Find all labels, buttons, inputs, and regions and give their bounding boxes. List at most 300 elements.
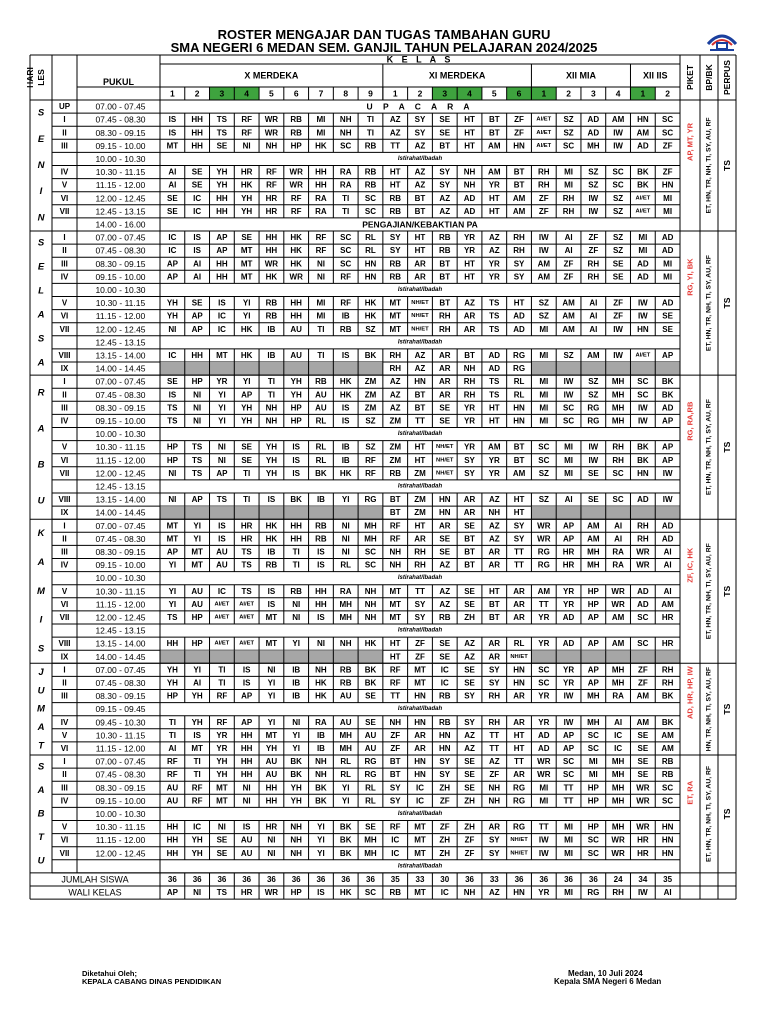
- total-cell: 35: [663, 874, 673, 884]
- schedule-cell: AZ: [389, 390, 401, 400]
- schedule-cell: SE: [612, 272, 624, 282]
- day-letter: M: [37, 703, 45, 715]
- schedule-cell: SY: [488, 665, 500, 675]
- schedule-cell: HP: [587, 796, 599, 806]
- schedule-cell: TI: [218, 678, 226, 688]
- schedule-cell: WR: [537, 534, 551, 544]
- schedule-cell: SZ: [365, 442, 376, 452]
- empty-grey-cell: [606, 506, 631, 519]
- schedule-cell: YR: [488, 468, 500, 478]
- empty-grey-cell: [531, 506, 556, 519]
- class-number: 1: [640, 88, 646, 99]
- schedule-cell: HP: [191, 377, 203, 387]
- day-letter: B: [37, 808, 45, 820]
- schedule-cell: NH: [463, 364, 476, 374]
- schedule-cell: AR: [488, 547, 501, 557]
- schedule-cell: MI: [564, 455, 574, 465]
- break-label: Istirahat/Ibadah: [397, 483, 443, 490]
- schedule-cell: HR: [562, 560, 575, 570]
- les-number: II: [62, 246, 67, 256]
- schedule-cell: ZF: [613, 311, 623, 321]
- schedule-cell: YI: [267, 717, 276, 727]
- schedule-cell: AR: [513, 586, 525, 596]
- class-number: 2: [417, 88, 423, 99]
- les-number: I: [63, 377, 66, 387]
- schedule-cell: IS: [317, 547, 325, 557]
- schedule-cell: MT: [389, 586, 402, 596]
- schedule-cell: IW: [563, 691, 574, 701]
- schedule-cell: YH: [191, 848, 203, 858]
- schedule-cell: MH: [611, 416, 625, 426]
- schedule-cell: YI: [341, 495, 350, 505]
- schedule-cell: SC: [662, 115, 674, 125]
- schedule-cell: YH: [290, 796, 302, 806]
- schedule-cell: MT: [166, 521, 179, 531]
- les-number: VI: [60, 193, 69, 203]
- total-cell: 36: [588, 874, 598, 884]
- schedule-cell: RF: [290, 193, 302, 203]
- schedule-cell: RL: [315, 455, 327, 465]
- schedule-cell: ZM: [389, 442, 402, 452]
- piket-names: AP, MT, YR: [685, 122, 695, 161]
- schedule-cell: SE: [464, 521, 475, 531]
- schedule-cell: IB: [292, 665, 301, 675]
- schedule-cell: HH: [315, 599, 327, 609]
- schedule-cell: ZF: [514, 115, 524, 125]
- time-slot: 13.15 - 14.00: [95, 494, 146, 505]
- schedule-cell: HT: [414, 442, 426, 452]
- time-slot: 12.00 - 12.45: [95, 848, 146, 859]
- les-number: V: [61, 730, 68, 740]
- schedule-cell: SE: [612, 259, 624, 269]
- schedule-cell: SC: [612, 495, 624, 505]
- footer-left: [82, 970, 221, 986]
- schedule-cell: SE: [191, 167, 203, 177]
- total-cell: MI: [564, 888, 574, 898]
- bpbk-names: HN, TR, NH, TI, SY, AU, RF: [705, 666, 713, 752]
- schedule-cell: AI/ET: [239, 614, 255, 621]
- les-number: III: [61, 403, 68, 413]
- total-label: WALI KELAS: [68, 887, 122, 898]
- total-cell: RG: [587, 888, 600, 898]
- schedule-cell: IW: [613, 324, 623, 334]
- time-slot: 09.15 - 10.00: [95, 795, 146, 806]
- schedule-cell: SY: [488, 678, 500, 688]
- schedule-cell: IS: [242, 822, 251, 832]
- schedule-cell: HT: [389, 639, 401, 649]
- schedule-cell: IC: [168, 350, 177, 360]
- schedule-cell: SY: [389, 233, 401, 243]
- schedule-cell: AP: [166, 547, 178, 557]
- schedule-cell: HT: [414, 455, 426, 465]
- schedule-cell: HH: [216, 272, 228, 282]
- schedule-cell: SY: [389, 796, 401, 806]
- les-number: V: [61, 298, 68, 308]
- schedule-cell: SE: [439, 128, 451, 138]
- schedule-cell: MH: [611, 403, 625, 413]
- schedule-cell: SY: [439, 757, 451, 767]
- schedule-cell: NH: [389, 560, 402, 570]
- schedule-cell: TT: [415, 586, 425, 596]
- schedule-cell: RH: [538, 180, 550, 190]
- schedule-cell: RH: [414, 560, 426, 570]
- schedule-cell: IC: [217, 586, 226, 596]
- schedule-cell: IS: [218, 298, 226, 308]
- schedule-cell: SY: [464, 468, 475, 478]
- schedule-cell: TT: [563, 796, 574, 806]
- schedule-cell: HP: [290, 416, 302, 426]
- schedule-cell: RB: [389, 468, 402, 478]
- schedule-cell: AI/ET: [239, 601, 255, 608]
- schedule-cell: MH: [611, 796, 625, 806]
- schedule-cell: AU: [364, 743, 377, 753]
- schedule-cell: IB: [316, 743, 325, 753]
- schedule-cell: TS: [216, 495, 228, 505]
- total-cell: 34: [638, 874, 648, 884]
- schedule-cell: RG: [364, 770, 377, 780]
- time-slot: 11.15 - 12.00: [95, 180, 146, 191]
- schedule-cell: BK: [315, 468, 327, 478]
- schedule-cell: SC: [340, 246, 352, 256]
- schedule-cell: AD: [637, 272, 649, 282]
- schedule-cell: IC: [391, 848, 400, 858]
- schedule-cell: WR: [636, 560, 650, 570]
- schedule-cell: SE: [191, 298, 203, 308]
- schedule-cell: RH: [488, 691, 501, 701]
- schedule-cell: SE: [439, 652, 451, 662]
- footer-office: KEPALA CABANG DINAS PENDIDIKAN: [82, 977, 222, 986]
- schedule-cell: BK: [661, 390, 674, 400]
- schedule-cell: BT: [414, 403, 426, 413]
- schedule-cell: HR: [265, 822, 278, 832]
- schedule-cell: RB: [661, 770, 674, 780]
- schedule-cell: YH: [265, 442, 277, 452]
- schedule-cell: AI/ET: [214, 601, 230, 608]
- day-letter: A: [37, 784, 45, 796]
- schedule-cell: TT: [538, 822, 549, 832]
- schedule-cell: AZ: [389, 115, 401, 125]
- schedule-cell: YH: [166, 298, 178, 308]
- schedule-cell: MT: [240, 259, 253, 269]
- piket-names: AD, HR, HP, IW: [685, 666, 695, 720]
- schedule-cell: SC: [612, 468, 624, 478]
- schedule-cell: SC: [364, 193, 377, 203]
- schedule-cell: IW: [588, 206, 599, 216]
- schedule-cell: IS: [267, 495, 276, 505]
- schedule-cell: HR: [562, 547, 575, 557]
- schedule-cell: AZ: [464, 743, 475, 753]
- schedule-cell: AD: [587, 115, 600, 125]
- schedule-cell: AM: [611, 115, 625, 125]
- schedule-cell: TI: [317, 350, 325, 360]
- schedule-cell: RA: [612, 560, 624, 570]
- schedule-cell: NI: [341, 521, 350, 531]
- schedule-cell: AZ: [439, 599, 451, 609]
- schedule-cell: RF: [340, 272, 352, 282]
- schedule-cell: MH: [587, 547, 600, 557]
- empty-grey-cell: [358, 362, 383, 375]
- schedule-cell: WR: [264, 259, 279, 269]
- schedule-cell: TT: [538, 599, 549, 609]
- schedule-cell: RH: [587, 259, 600, 269]
- schedule-cell: AP: [662, 455, 674, 465]
- schedule-cell: HK: [265, 521, 278, 531]
- schedule-cell: SC: [563, 403, 575, 413]
- schedule-cell: YH: [290, 390, 302, 400]
- schedule-cell: AZ: [488, 534, 500, 544]
- schedule-cell: RB: [315, 534, 327, 544]
- schedule-cell: AR: [438, 364, 451, 374]
- les-number: II: [62, 770, 67, 780]
- schedule-cell: ZH: [464, 822, 475, 832]
- time-slot: 10.30 - 11.15: [95, 822, 146, 833]
- schedule-cell: TT: [563, 783, 574, 793]
- total-cell: RB: [389, 888, 402, 898]
- schedule-cell: TI: [267, 377, 275, 387]
- schedule-cell: SC: [637, 390, 649, 400]
- schedule-cell: SC: [662, 128, 674, 138]
- schedule-cell: RH: [389, 350, 402, 360]
- schedule-cell: RB: [339, 678, 352, 688]
- schedule-cell: RB: [661, 757, 674, 767]
- schedule-cell: SY: [488, 835, 500, 845]
- time-slot: 08.30 - 09.15: [95, 691, 146, 702]
- schedule-cell: HH: [290, 311, 302, 321]
- schedule-cell: MI: [539, 390, 549, 400]
- schedule-cell: RH: [612, 455, 624, 465]
- schedule-cell: YH: [191, 717, 203, 727]
- schedule-cell: SE: [439, 416, 451, 426]
- special-event: U P A C A R A: [366, 101, 474, 112]
- schedule-cell: ZM: [414, 495, 426, 505]
- schedule-cell: AP: [587, 612, 599, 622]
- schedule-cell: TT: [415, 416, 425, 426]
- schedule-cell: AD: [661, 534, 674, 544]
- schedule-cell: SC: [612, 180, 624, 190]
- schedule-cell: AD: [661, 233, 674, 243]
- schedule-cell: MH: [364, 835, 377, 845]
- schedule-cell: SE: [464, 770, 475, 780]
- schedule-cell: WR: [264, 128, 279, 138]
- schedule-cell: WR: [611, 848, 625, 858]
- schedule-cell: SC: [340, 259, 352, 269]
- schedule-cell: ZF: [415, 639, 425, 649]
- schedule-cell: AI: [193, 272, 202, 282]
- schedule-cell: MH: [364, 848, 377, 858]
- schedule-cell: AU: [339, 717, 352, 727]
- schedule-cell: AR: [438, 350, 451, 360]
- total-cell: 36: [316, 874, 326, 884]
- schedule-cell: TS: [216, 115, 228, 125]
- total-cell: MT: [414, 888, 426, 898]
- schedule-cell: HK: [364, 298, 377, 308]
- schedule-cell: AM: [661, 599, 674, 609]
- schedule-cell: SY: [414, 115, 426, 125]
- schedule-cell: TT: [514, 757, 524, 767]
- schedule-cell: NI: [267, 665, 276, 675]
- schedule-cell: NH: [364, 599, 377, 609]
- total-cell: AI: [663, 888, 672, 898]
- schedule-cell: SE: [191, 180, 203, 190]
- schedule-cell: SE: [216, 835, 228, 845]
- schedule-cell: RL: [513, 390, 525, 400]
- schedule-cell: SC: [587, 835, 599, 845]
- total-cell: IS: [317, 888, 325, 898]
- schedule-cell: MT: [265, 639, 278, 649]
- break-label: Istirahat/Ibadah: [397, 431, 443, 438]
- schedule-cell: AR: [438, 377, 451, 387]
- schedule-cell: NI: [316, 639, 325, 649]
- schedule-cell: RF: [216, 691, 228, 701]
- schedule-cell: RF: [266, 180, 277, 190]
- schedule-cell: AP: [191, 495, 203, 505]
- schedule-cell: RH: [389, 364, 402, 374]
- schedule-cell: SE: [637, 743, 649, 753]
- schedule-cell: TT: [390, 141, 401, 151]
- schedule-cell: BK: [364, 678, 377, 688]
- schedule-cell: AZ: [439, 586, 451, 596]
- schedule-cell: AR: [414, 743, 426, 753]
- time-slot: 07.00 - 07.45: [95, 664, 146, 675]
- schedule-cell: SC: [637, 639, 649, 649]
- schedule-cell: YH: [166, 678, 178, 688]
- time-slot: 10.30 - 11.15: [95, 167, 146, 178]
- schedule-cell: ZM: [414, 508, 426, 518]
- schedule-cell: AI: [193, 678, 202, 688]
- schedule-cell: SY: [513, 534, 525, 544]
- schedule-cell: AD: [538, 743, 550, 753]
- empty-grey-cell: [234, 506, 259, 519]
- schedule-cell: SE: [464, 678, 475, 688]
- schedule-cell: AR: [414, 730, 426, 740]
- les-number: VI: [60, 835, 69, 845]
- schedule-cell: SZ: [365, 324, 376, 334]
- schedule-cell: RF: [290, 206, 302, 216]
- schedule-cell: AR: [414, 272, 426, 282]
- schedule-cell: AM: [488, 167, 501, 177]
- schedule-cell: HR: [661, 639, 674, 649]
- schedule-cell: IS: [193, 246, 201, 256]
- empty-grey-cell: [210, 362, 235, 375]
- schedule-cell: HN: [438, 730, 451, 740]
- schedule-cell: SZ: [588, 180, 599, 190]
- schedule-cell: WR: [289, 167, 303, 177]
- schedule-cell: MH: [611, 377, 625, 387]
- schedule-cell: TS: [167, 612, 178, 622]
- schedule-cell: YH: [241, 403, 253, 413]
- schedule-cell: ZF: [464, 848, 475, 858]
- schedule-cell: RF: [389, 521, 401, 531]
- schedule-cell: AM: [562, 324, 575, 334]
- schedule-cell: WR: [636, 547, 650, 557]
- time-slot: 11.15 - 12.00: [95, 835, 146, 846]
- schedule-cell: HK: [290, 246, 302, 256]
- empty-grey-cell: [333, 362, 358, 375]
- schedule-cell: SZ: [612, 206, 624, 216]
- schedule-cell: MH: [611, 822, 625, 832]
- les-number: IV: [60, 167, 69, 177]
- schedule-cell: RF: [241, 128, 253, 138]
- schedule-cell: AM: [587, 521, 600, 531]
- schedule-cell: YI: [193, 665, 201, 675]
- schedule-cell: HK: [315, 691, 327, 701]
- total-cell: SC: [364, 888, 377, 898]
- time-slot: 07.45 - 08.30: [95, 389, 146, 400]
- schedule-cell: HT: [389, 652, 401, 662]
- schedule-cell: MT: [166, 534, 179, 544]
- schedule-cell: NI: [316, 272, 325, 282]
- schedule-cell: HN: [414, 691, 426, 701]
- schedule-cell: NI: [168, 468, 177, 478]
- class-number: 4: [615, 88, 621, 99]
- schedule-cell: SY: [464, 691, 475, 701]
- schedule-cell: TT: [390, 691, 401, 701]
- empty-grey-cell: [630, 362, 655, 375]
- time-slot: 08.30 - 09.15: [95, 546, 146, 557]
- schedule-cell: AM: [562, 298, 575, 308]
- schedule-cell: SE: [464, 783, 475, 793]
- schedule-cell: MI: [564, 468, 574, 478]
- header-bpbk: BP/BK: [704, 64, 714, 91]
- schedule-cell: YH: [265, 743, 277, 753]
- time-slot: 09.15 - 09.45: [95, 704, 146, 715]
- schedule-cell: HH: [265, 783, 278, 793]
- schedule-cell: HT: [488, 193, 500, 203]
- schedule-cell: BT: [389, 508, 401, 518]
- schedule-cell: RA: [339, 167, 352, 177]
- schedule-cell: AM: [587, 350, 600, 360]
- schedule-cell: AM: [587, 534, 600, 544]
- schedule-cell: AR: [488, 639, 501, 649]
- schedule-cell: MI: [539, 796, 549, 806]
- total-cell: HR: [240, 888, 253, 898]
- time-slot: 07.45 - 08.30: [95, 769, 146, 780]
- empty-grey-cell: [606, 650, 631, 663]
- schedule-cell: YI: [267, 691, 276, 701]
- schedule-cell: NH: [389, 547, 402, 557]
- empty-grey-cell: [531, 362, 556, 375]
- schedule-cell: AR: [513, 691, 525, 701]
- schedule-cell: AR: [414, 259, 426, 269]
- schedule-cell: IW: [613, 141, 623, 151]
- schedule-cell: BT: [464, 350, 475, 360]
- break-label: Istirahat/Ibadah: [397, 286, 443, 293]
- time-slot: 07.00 - 07.45: [95, 520, 146, 531]
- schedule-cell: NH: [463, 180, 476, 190]
- schedule-cell: AP: [216, 246, 228, 256]
- schedule-cell: RH: [414, 547, 426, 557]
- schedule-cell: HH: [315, 167, 327, 177]
- document-title-line1: ROSTER MENGAJAR DAN TUGAS TAMBAHAN GURU: [217, 27, 551, 42]
- schedule-cell: RB: [290, 115, 302, 125]
- schedule-cell: AM: [562, 311, 575, 321]
- schedule-cell: RH: [612, 442, 624, 452]
- schedule-cell: YR: [563, 678, 575, 688]
- schedule-cell: RL: [340, 560, 352, 570]
- schedule-cell: MH: [339, 612, 352, 622]
- schedule-cell: ZM: [364, 390, 377, 400]
- time-slot: 13.15 - 14.00: [95, 350, 146, 361]
- les-number: VIII: [58, 639, 71, 649]
- break-label: Istirahat/Ibadah: [397, 863, 443, 870]
- schedule-cell: MH: [364, 521, 377, 531]
- schedule-cell: BT: [439, 298, 451, 308]
- schedule-cell: MI: [564, 442, 574, 452]
- schedule-cell: IW: [637, 298, 648, 308]
- schedule-cell: SC: [587, 848, 599, 858]
- schedule-cell: AD: [562, 639, 575, 649]
- schedule-cell: RG: [513, 796, 526, 806]
